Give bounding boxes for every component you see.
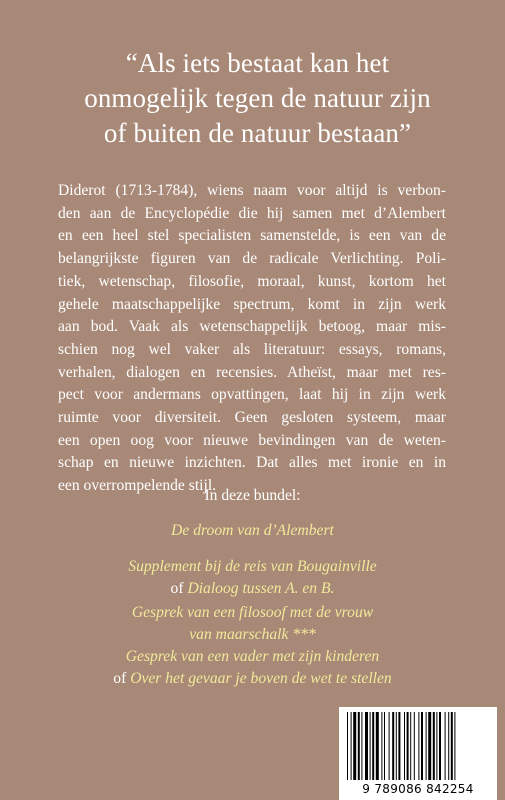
work-title: De droom van d’Alembert	[171, 522, 334, 539]
barcode-bar	[407, 712, 409, 780]
barcode-bar	[445, 712, 446, 780]
blurb-line: gehele maatschappelijke spectrum, komt in zijn werk	[58, 295, 446, 313]
blurb-line: tiek, wetenschap, filosofie, moraal, kunst, kortom het	[58, 272, 446, 290]
barcode-bars-icon	[347, 712, 489, 782]
work-title: Supplement bij de reis van Bougainville	[128, 558, 377, 575]
barcode-bar	[351, 712, 352, 780]
blurb-line: ruimte voor diversiteit. Geen gesloten systeem, maar	[58, 409, 446, 427]
blurb-line: den aan de Encyclopédie die hij samen met d’Alembert	[58, 204, 446, 222]
barcode-bar	[358, 712, 360, 780]
work-subtitle: Over het gevaar je boven de wet te stellen	[130, 670, 392, 687]
bundle-intro: In deze bundel:	[204, 487, 301, 504]
blurb-line: schap en nieuwe inzichten. Dat alles met ironie en in	[58, 454, 446, 472]
work-conjunction: of	[113, 670, 127, 687]
barcode-bar	[439, 712, 441, 780]
barcode-bar	[421, 712, 423, 780]
barcode-bar	[414, 712, 415, 780]
barcode-bar	[448, 712, 449, 780]
blurb-line: pect voor andermans opvattingen, laat hij in zijn werk	[58, 386, 446, 404]
work-item	[0, 520, 505, 542]
barcode-bar	[389, 712, 390, 780]
work-title: Gesprek van een vader met zijn kinderen	[125, 648, 380, 665]
work-item	[0, 556, 505, 600]
barcode-bar	[370, 712, 371, 780]
isbn-digits: 9 789086 842254	[362, 782, 474, 796]
barcode-bar	[347, 712, 348, 780]
barcode-bar	[410, 712, 411, 780]
barcode-bar	[426, 712, 427, 780]
quote-line-3: of buiten de natuur bestaan”	[103, 118, 412, 148]
blurb-line: aan bod. Vaak als wetenschappelijk betoog, maar mis-	[58, 318, 446, 336]
isbn-barcode	[339, 707, 497, 800]
barcode-bar	[376, 712, 379, 780]
barcode-bar	[454, 712, 455, 780]
barcode-bar	[361, 712, 362, 780]
cover-quote	[60, 46, 455, 151]
blurb-line: en een heel stel specialisten samenstelde, is een van de	[58, 227, 446, 245]
blurb-line: schien nog wel vaker als literatuur: essays, romans,	[58, 340, 446, 358]
barcode-bar	[396, 712, 397, 780]
quote-line-1: “Als iets bestaat kan het	[125, 48, 390, 78]
work-item	[0, 646, 505, 690]
barcode-bar	[398, 712, 400, 780]
blurb-paragraph	[58, 180, 446, 498]
barcode-bar	[392, 712, 394, 780]
quote-line-2: onmogelijk tegen de natuur zijn	[84, 83, 431, 113]
barcode-bar	[418, 712, 419, 780]
barcode-bar	[365, 712, 368, 780]
work-title: Gesprek van een filosoof met de vrouw	[131, 604, 374, 621]
blurb-line: Diderot (1713-1784), wiens naam voor altijd is verbon-	[58, 182, 446, 199]
barcode-bar	[433, 712, 435, 780]
blurb-line: verhalen, dialogen en recensies. Atheïst, maar met res-	[58, 363, 446, 381]
barcode-bar	[384, 712, 385, 780]
work-subtitle: Dialoog tussen A. en B.	[187, 580, 335, 597]
work-item	[0, 602, 505, 646]
blurb-line: een overrompelende stijl.	[58, 477, 217, 495]
blurb-line: een open oog voor nieuwe bevindingen van de weten-	[58, 431, 446, 449]
work-title-cont: van maarschalk ***	[189, 626, 316, 643]
barcode-bar	[451, 712, 453, 780]
barcode-bar	[381, 712, 382, 780]
barcode-bar	[353, 712, 356, 780]
work-conjunction: of	[170, 580, 184, 597]
barcode-bar	[372, 712, 374, 780]
barcode-bar	[404, 712, 405, 780]
blurb-line: belangrijkste figuren van de radicale Verlichting. Poli-	[58, 250, 446, 268]
barcode-bar	[436, 712, 437, 780]
barcode-bar	[428, 712, 431, 780]
